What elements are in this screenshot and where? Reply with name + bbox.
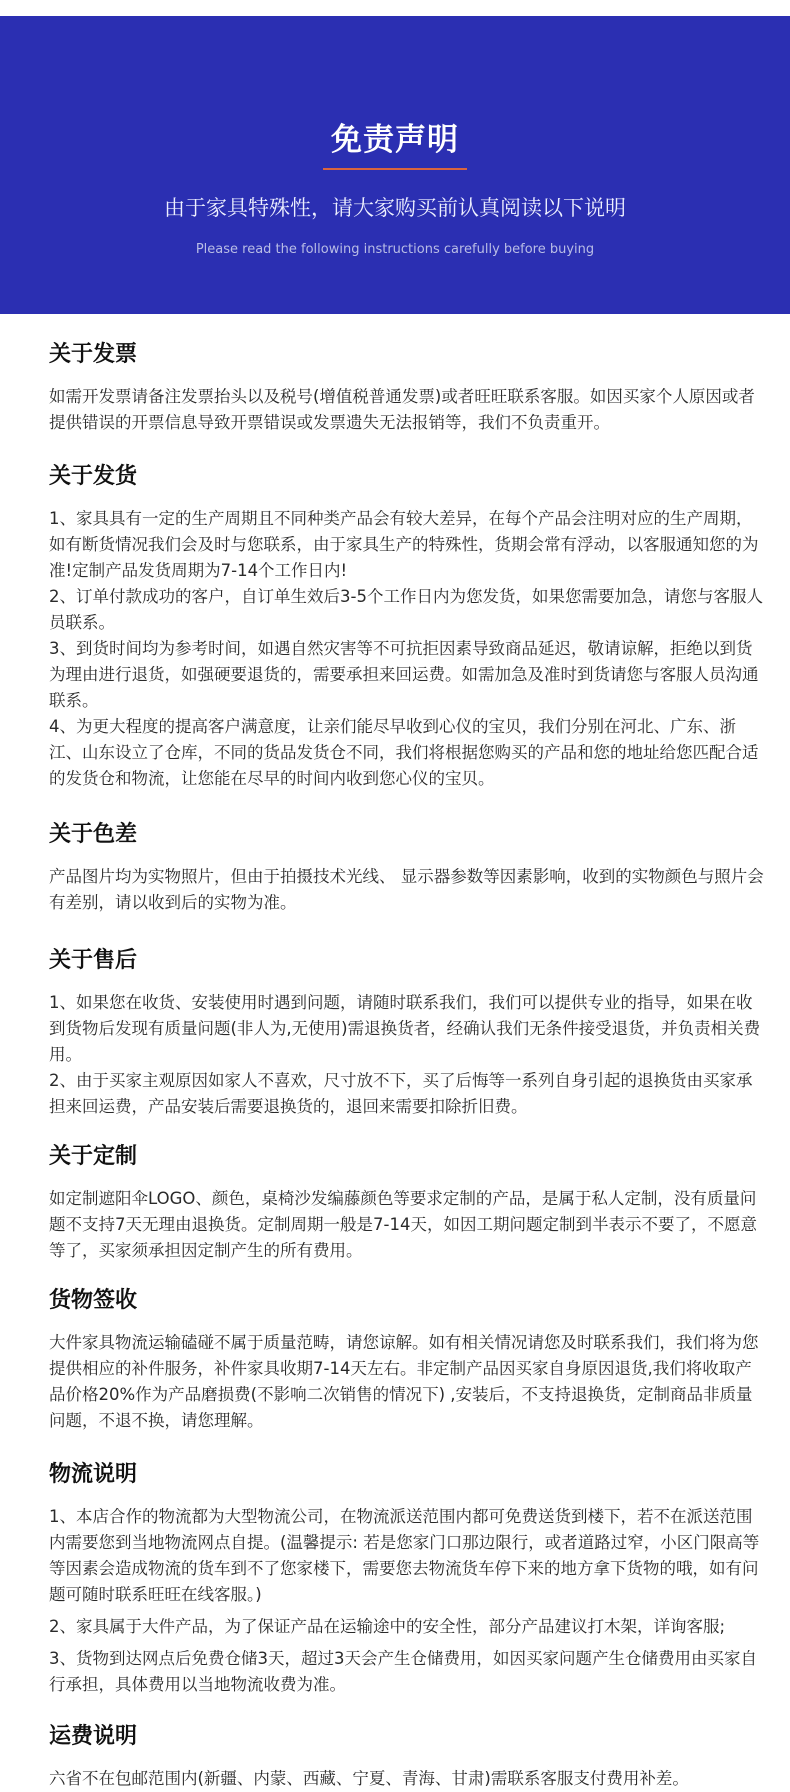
section-paragraph: 3、到货时间均为参考时间，如遇自然灾害等不可抗拒因素导致商品延迟，敬请谅解，拒绝以到货为理由进行退货，如强硬要退货的，需要承担来回运费。如需加急及准时到货请您与客服人员沟通联系。: [49, 639, 759, 710]
section-title: 关于色差: [49, 822, 138, 847]
section-invoice: [49, 314, 768, 436]
section-customization: [49, 1120, 768, 1264]
section-paragraph: 3、货物到达网点后免费仓储3天，超过3天会产生仓储费用，如因买家问题产生仓储费用由买家自行承担，具体费用以当地物流收费为准。: [49, 1649, 757, 1694]
section-paragraph: 六省不在包邮范围内(新疆、内蒙、西藏、宁夏、青海、甘肃)需联系客服支付费用补差。: [49, 1769, 689, 1788]
section-title: 物流说明: [49, 1462, 138, 1487]
section-paragraph: 4、为更大程度的提高客户满意度，让亲们能尽早收到心仪的宝贝，我们分别在河北、广东、浙江、山东设立了仓库，不同的货品发货仓不同，我们将根据您购买的产品和您的地址给您匹配合适的发货仓和物流，让您能在尽早的时间内收到您心仪的宝贝。: [49, 717, 759, 788]
section-shipping: [49, 436, 768, 792]
section-paragraph: 1、本店合作的物流都为大型物流公司，在物流派送范围内都可免费送货到楼下，若不在派送范围内需要您到当地物流网点自提。(温馨提示: 若是您家门口那边限行，或者道路过窄，小区门限高等等因素会造成物流的货车到不了您家楼下，需要您去物流货车停下来的地方拿下货物的哦，如有问题可随时联系旺旺在线客服。): [49, 1507, 760, 1604]
banner-subtitle-english: Please read the following instructions carefully before buying: [195, 242, 595, 257]
section-title: 运费说明: [49, 1724, 138, 1749]
section-title: 关于发货: [49, 464, 138, 489]
section-paragraph: 如需开发票请备注发票抬头以及税号(增值税普通发票)或者旺旺联系客服。如因买家个人原因或者提供错误的开票信息导致开票错误或发票遗失无法报销等，我们不负责重开。: [49, 387, 755, 432]
section-paragraph: 产品图片均为实物照片，但由于拍摄技术光线、 显示器参数等因素影响，收到的实物颜色与照片会有差别，请以收到后的实物为准。: [49, 867, 764, 912]
section-paragraph: 2、家具属于大件产品，为了保证产品在运输途中的安全性，部分产品建议打木架，详询客服;: [49, 1617, 726, 1636]
disclaimer-content: [0, 314, 790, 1792]
section-after-sales: [49, 916, 768, 1120]
section-paragraph: 1、家具具有一定的生产周期且不同种类产品会有较大差异，在每个产品会注明对应的生产周期，如有断货情况我们会及时与您联系，由于家具生产的特殊性，货期会常有浮动，以客服通知您的为准!定制产品发货周期为7-14个工作日内!: [49, 509, 759, 580]
section-title: 关于发票: [49, 342, 138, 367]
section-paragraph: 2、订单付款成功的客户，自订单生效后3-5个工作日内为您发货，如果您需要加急，请您与客服人员联系。: [49, 587, 763, 632]
top-strip: [0, 0, 790, 16]
section-title: 关于定制: [49, 1144, 138, 1169]
section-color-difference: [49, 792, 768, 916]
section-paragraph: 1、如果您在收货、安装使用时遇到问题，请随时联系我们，我们可以提供专业的指导，如果在收到货物后发现有质量问题(非人为,无使用)需退换货者，经确认我们无条件接受退货，并负责相关费用。: [49, 993, 761, 1064]
section-paragraph: 大件家具物流运输磕碰不属于质量范畴，请您谅解。如有相关情况请您及时联系我们，我们将为您提供相应的补件服务，补件家具收期7-14天左右。非定制产品因买家自身原因退货,我们将收取产品价格20%作为产品磨损费(不影响二次销售的情况下) ,安装后，不支持退换货，定制商品非质量问题，不退不换，请您理解。: [49, 1333, 759, 1430]
section-paragraph: 2、由于买家主观原因如家人不喜欢，尺寸放不下，买了后悔等一系列自身引起的退换货由买家承担来回运费，产品安装后需要退换货的，退回来需要扣除折旧费。: [49, 1071, 753, 1116]
banner-divider: [323, 168, 467, 170]
disclaimer-banner: [0, 16, 790, 314]
section-receipt: [49, 1264, 768, 1434]
banner-subtitle: 由于家具特殊性，请大家购买前认真阅读以下说明: [164, 196, 626, 220]
section-paragraph: 如定制遮阳伞LOGO、颜色，桌椅沙发编藤颜色等要求定制的产品，是属于私人定制，没有质量问题不支持7天无理由退换货。定制周期一般是7-14天，如因工期问题定制到半表示不要了，不愿意等了，买家须承担因定制产生的所有费用。: [49, 1189, 757, 1260]
banner-title: 免责声明: [331, 122, 459, 158]
section-title: 关于售后: [49, 948, 138, 973]
section-freight: [49, 1698, 768, 1792]
section-title: 货物签收: [49, 1288, 138, 1313]
section-logistics: [49, 1434, 768, 1698]
